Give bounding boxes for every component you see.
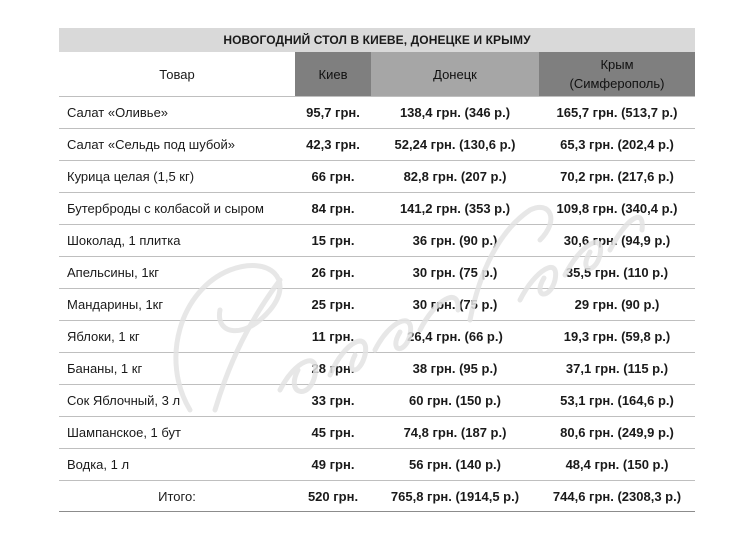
item-cell: Курица целая (1,5 кг) bbox=[59, 161, 295, 193]
kiev-cell: 28 грн. bbox=[295, 353, 371, 385]
kiev-cell: 45 грн. bbox=[295, 417, 371, 449]
crimea-cell: 19,3 грн. (59,8 р.) bbox=[539, 321, 695, 353]
total-donetsk: 765,8 грн. (1914,5 р.) bbox=[371, 481, 539, 512]
crimea-cell: 109,8 грн. (340,4 р.) bbox=[539, 193, 695, 225]
item-cell: Яблоки, 1 кг bbox=[59, 321, 295, 353]
header-kiev: Киев bbox=[295, 52, 371, 97]
donetsk-cell: 141,2 грн. (353 р.) bbox=[371, 193, 539, 225]
table-title: НОВОГОДНИЙ СТОЛ В КИЕВЕ, ДОНЕЦКЕ И КРЫМУ bbox=[59, 28, 695, 52]
table-row bbox=[59, 385, 695, 417]
kiev-cell: 26 грн. bbox=[295, 257, 371, 289]
kiev-cell: 42,3 грн. bbox=[295, 129, 371, 161]
item-cell: Бананы, 1 кг bbox=[59, 353, 295, 385]
item-cell: Водка, 1 л bbox=[59, 449, 295, 481]
price-comparison-document bbox=[59, 28, 695, 512]
item-cell: Мандарины, 1кг bbox=[59, 289, 295, 321]
table-row bbox=[59, 193, 695, 225]
total-kiev: 520 грн. bbox=[295, 481, 371, 512]
crimea-cell: 70,2 грн. (217,6 р.) bbox=[539, 161, 695, 193]
item-cell: Шоколад, 1 плитка bbox=[59, 225, 295, 257]
table-row bbox=[59, 97, 695, 129]
item-cell: Апельсины, 1кг bbox=[59, 257, 295, 289]
kiev-cell: 66 грн. bbox=[295, 161, 371, 193]
kiev-cell: 25 грн. bbox=[295, 289, 371, 321]
table-row bbox=[59, 129, 695, 161]
header-row bbox=[59, 52, 695, 97]
table-row bbox=[59, 257, 695, 289]
total-row bbox=[59, 481, 695, 512]
total-label: Итого: bbox=[59, 481, 295, 512]
donetsk-cell: 60 грн. (150 р.) bbox=[371, 385, 539, 417]
donetsk-cell: 82,8 грн. (207 р.) bbox=[371, 161, 539, 193]
crimea-cell: 29 грн. (90 р.) bbox=[539, 289, 695, 321]
kiev-cell: 95,7 грн. bbox=[295, 97, 371, 129]
crimea-cell: 48,4 грн. (150 р.) bbox=[539, 449, 695, 481]
table-row bbox=[59, 353, 695, 385]
donetsk-cell: 26,4 грн. (66 р.) bbox=[371, 321, 539, 353]
crimea-cell: 35,5 грн. (110 р.) bbox=[539, 257, 695, 289]
item-cell: Салат «Сельдь под шубой» bbox=[59, 129, 295, 161]
donetsk-cell: 138,4 грн. (346 р.) bbox=[371, 97, 539, 129]
header-donetsk: Донецк bbox=[371, 52, 539, 97]
table-row bbox=[59, 161, 695, 193]
crimea-cell: 65,3 грн. (202,4 р.) bbox=[539, 129, 695, 161]
donetsk-cell: 30 грн. (75 р.) bbox=[371, 289, 539, 321]
donetsk-cell: 52,24 грн. (130,6 р.) bbox=[371, 129, 539, 161]
table-row bbox=[59, 289, 695, 321]
donetsk-cell: 74,8 грн. (187 р.) bbox=[371, 417, 539, 449]
table-row bbox=[59, 225, 695, 257]
header-crimea-line2: (Симферополь) bbox=[569, 76, 665, 91]
kiev-cell: 15 грн. bbox=[295, 225, 371, 257]
table-row bbox=[59, 321, 695, 353]
header-crimea bbox=[539, 52, 695, 97]
donetsk-cell: 56 грн. (140 р.) bbox=[371, 449, 539, 481]
total-crimea: 744,6 грн. (2308,3 р.) bbox=[539, 481, 695, 512]
header-crimea-line1: Крым bbox=[600, 57, 634, 72]
donetsk-cell: 36 грн. (90 р.) bbox=[371, 225, 539, 257]
crimea-cell: 53,1 грн. (164,6 р.) bbox=[539, 385, 695, 417]
item-cell: Бутерброды с колбасой и сыром bbox=[59, 193, 295, 225]
item-cell: Шампанское, 1 бут bbox=[59, 417, 295, 449]
item-cell: Сок Яблочный, 3 л bbox=[59, 385, 295, 417]
kiev-cell: 84 грн. bbox=[295, 193, 371, 225]
table-row bbox=[59, 417, 695, 449]
table-row bbox=[59, 449, 695, 481]
donetsk-cell: 30 грн. (75 р.) bbox=[371, 257, 539, 289]
kiev-cell: 49 грн. bbox=[295, 449, 371, 481]
crimea-cell: 165,7 грн. (513,7 р.) bbox=[539, 97, 695, 129]
item-cell: Салат «Оливье» bbox=[59, 97, 295, 129]
crimea-cell: 37,1 грн. (115 р.) bbox=[539, 353, 695, 385]
crimea-cell: 80,6 грн. (249,9 р.) bbox=[539, 417, 695, 449]
header-item: Товар bbox=[59, 52, 295, 97]
table-body bbox=[59, 97, 695, 512]
table-header bbox=[59, 52, 695, 97]
price-table bbox=[59, 52, 695, 512]
crimea-cell: 30,6 грн. (94,9 р.) bbox=[539, 225, 695, 257]
kiev-cell: 11 грн. bbox=[295, 321, 371, 353]
donetsk-cell: 38 грн. (95 р.) bbox=[371, 353, 539, 385]
kiev-cell: 33 грн. bbox=[295, 385, 371, 417]
